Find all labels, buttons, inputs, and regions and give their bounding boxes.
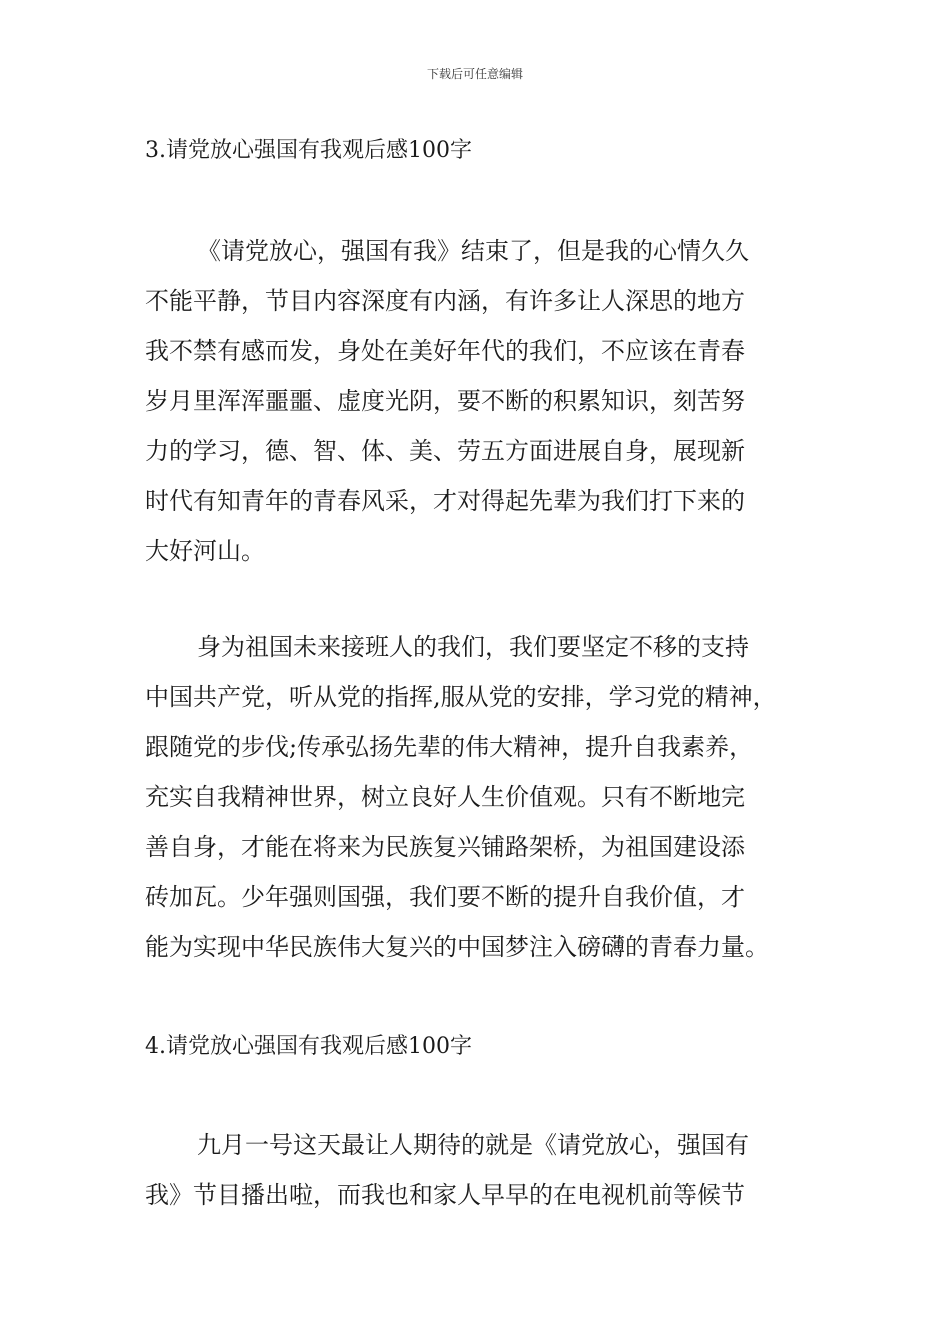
text-line: 大好河山。 <box>145 537 265 565</box>
text-line: 不能平静，节目内容深度有内涵，有许多让人深思的地方 <box>145 287 745 315</box>
text-line: 《请党放心，强国有我》结束了，但是我的心情久久 <box>197 237 749 265</box>
paragraph <box>145 622 777 972</box>
paragraph <box>145 1120 749 1220</box>
text-line: 充实自我精神世界，树立良好人生价值观。只有不断地完 <box>145 783 745 811</box>
section-heading: 3.请党放心强国有我观后感100字 <box>145 138 472 163</box>
text-line: 岁月里浑浑噩噩、虚度光阴，要不断的积累知识，刻苦努 <box>145 387 745 415</box>
text-line: 力的学习，德、智、体、美、劳五方面进展自身，展现新 <box>145 437 745 465</box>
text-line: 善自身，才能在将来为民族复兴铺路架桥，为祖国建设添 <box>145 833 745 861</box>
text-line: 我》节目播出啦，而我也和家人早早的在电视机前等候节 <box>145 1181 745 1209</box>
text-line: 九月一号这天最让人期待的就是《请党放心，强国有 <box>197 1131 749 1159</box>
text-line: 砖加瓦。少年强则国强，我们要不断的提升自我价值，才 <box>145 883 745 911</box>
paragraph <box>145 226 749 576</box>
text-line: 能为实现中华民族伟大复兴的中国梦注入磅礴的青春力量。 <box>145 933 769 961</box>
text-line: 中国共产党，听从党的指挥,服从党的安排，学习党的精神， <box>145 683 777 711</box>
text-line: 身为祖国未来接班人的我们，我们要坚定不移的支持 <box>197 633 749 661</box>
page-header: 下载后可任意编辑 <box>426 67 523 81</box>
text-line: 我不禁有感而发，身处在美好年代的我们，不应该在青春 <box>145 337 745 365</box>
section-heading: 4.请党放心强国有我观后感100字 <box>145 1034 472 1059</box>
text-line: 时代有知青年的青春风采，才对得起先辈为我们打下来的 <box>145 487 745 515</box>
text-line: 跟随党的步伐;传承弘扬先辈的伟大精神，提升自我素养， <box>145 733 754 761</box>
